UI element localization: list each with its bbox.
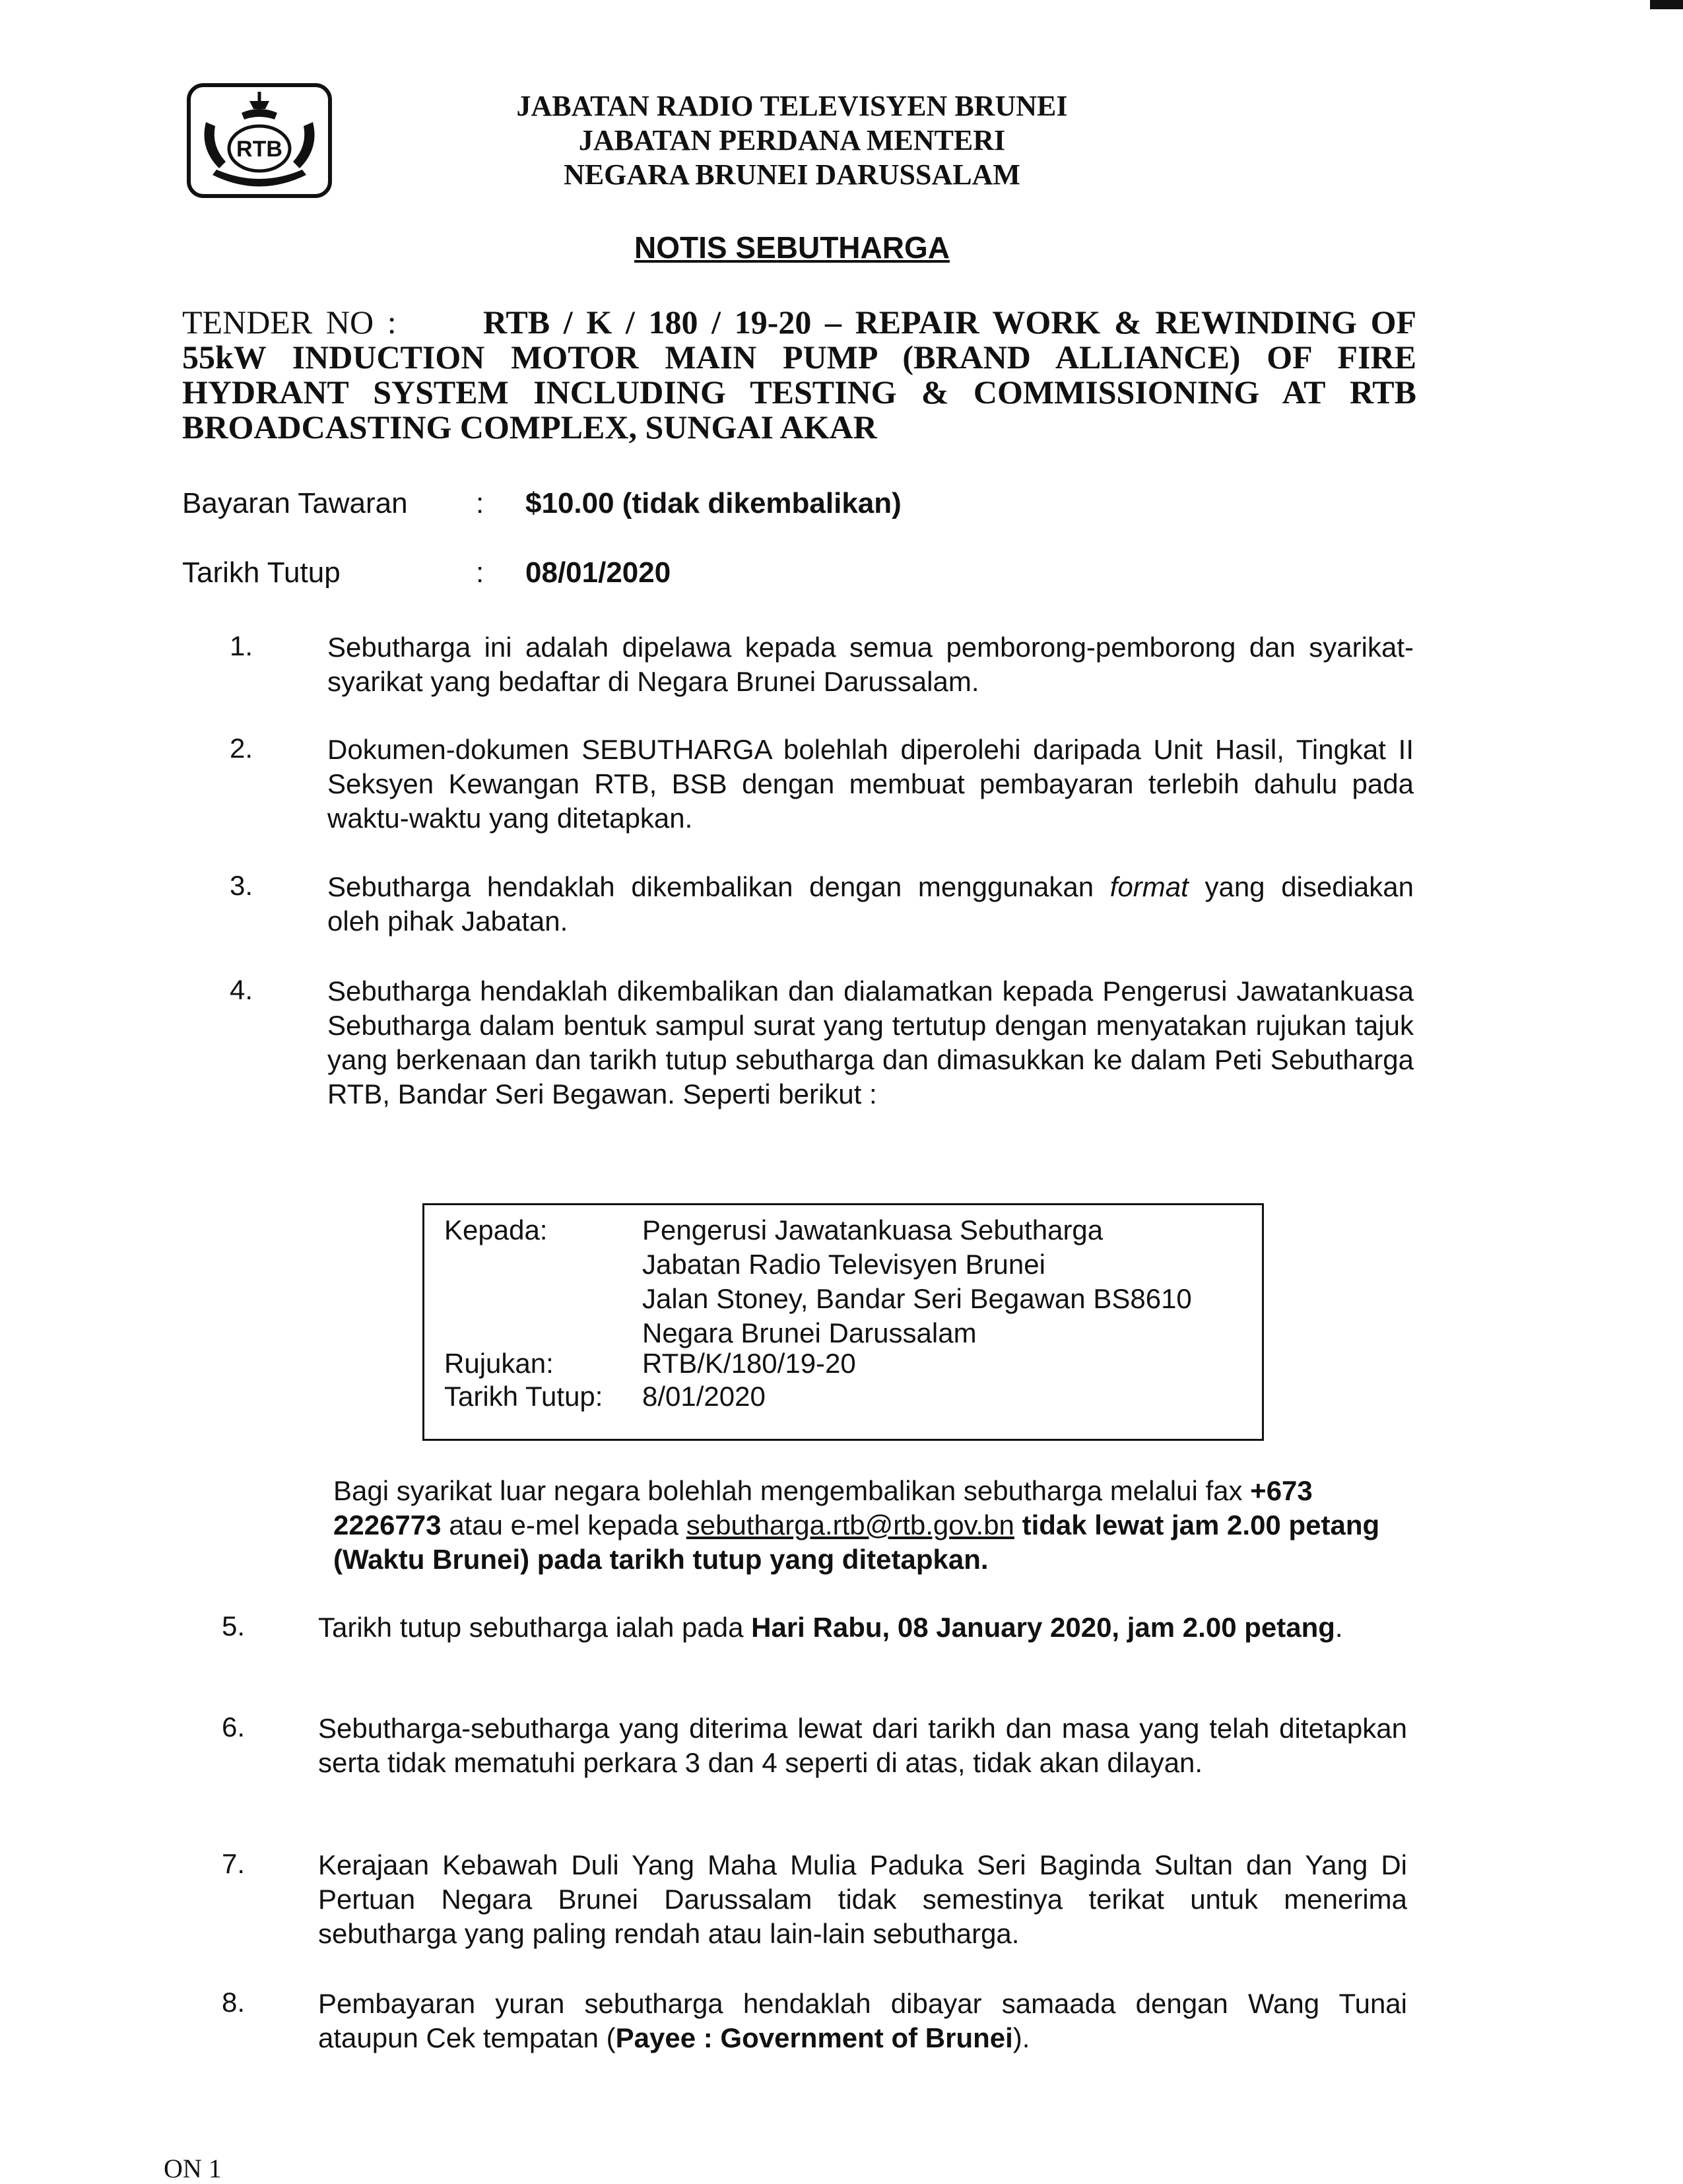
meta-value: 08/01/2020 <box>525 556 671 589</box>
para-8-number: 8. <box>222 1987 246 2018</box>
para-2-number: 2. <box>230 733 253 764</box>
box-to-line-1: Pengerusi Jawatankuasa Sebutharga <box>642 1214 1104 1245</box>
para-4-text: Sebutharga hendaklah dikembalikan dan dialamatkan kepada Pengerusi Jawatankuasa Sebutharga dalam bentuk sampul surat yang tertutup dengan menyatakan rujukan tajuk yang berkenaan dan tarikh tutup sebutharga dan dimasukkan ke dalam Peti Sebutharga RTB, Bandar Seri Begawan. Seperti berikut : <box>327 976 1414 1109</box>
para-1-text: Sebutharga ini adalah dipelawa kepada semua pemborong-pemborong dan syarikat-syarikat yang bedaftar di Negara Brunei Darussalam. <box>327 632 1414 697</box>
scan-edge-mark <box>1650 0 1683 9</box>
para-5-text-a: Tarikh tutup sebutharga ialah pada <box>318 1612 744 1643</box>
notice-title: NOTIS SEBUTHARGA <box>634 230 950 265</box>
svg-text:RTB: RTB <box>236 137 282 162</box>
para-2-text: Dokumen-dokumen SEBUTHARGA bolehlah diperolehi daripada Unit Hasil, Tingkat II Seksyen Kewangan RTB, BSB dengan membuat pembayaran terlebih dahulu pada waktu-waktu yang ditetapkan. <box>327 734 1414 834</box>
para-7-number: 7. <box>222 1848 246 1879</box>
foreign-text-b: atau e-mel kepada <box>449 1509 679 1540</box>
meta-colon: : <box>476 487 484 519</box>
meta-row-closing <box>182 556 974 596</box>
box-to-line-2: Jabatan Radio Televisyen Brunei <box>642 1249 1045 1280</box>
para-8-bold: Payee : Government of Brunei <box>615 2022 1013 2053</box>
rtb-crest-logo <box>186 83 333 199</box>
box-to-line-4: Negara Brunei Darussalam <box>642 1317 977 1348</box>
address-box <box>422 1203 1264 1441</box>
para-8-text <box>318 1987 1407 2055</box>
foreign-text-a: Bagi syarikat luar negara bolehlah mengembalikan sebutharga melalui fax <box>333 1475 1243 1506</box>
para-1-number: 1. <box>230 630 253 661</box>
header-line-3: NEGARA BRUNEI DARUSSALAM <box>564 158 1020 191</box>
para-6-number: 6. <box>222 1711 246 1742</box>
meta-value: $10.00 (tidak dikembalikan) <box>525 487 902 519</box>
foreign-fax: +673 2226773 <box>333 1475 1313 1540</box>
box-to-label: Kepada: <box>444 1214 548 1245</box>
footer-mark: ON 1 <box>164 2154 222 2183</box>
para-8-text-b: ). <box>1012 2022 1030 2053</box>
box-to-line-3: Jalan Stoney, Bandar Seri Begawan BS8610 <box>642 1283 1192 1314</box>
tender-line-1 <box>182 305 1416 340</box>
meta-row-payment <box>182 487 974 527</box>
para-3-number: 3. <box>230 870 253 901</box>
para-7-text: Kerajaan Kebawah Duli Yang Maha Mulia Paduka Seri Baginda Sultan dan Yang Di Pertuan Negara Brunei Darussalam tidak semestinya terikat untuk menerima sebutharga yang paling rendah atau lain-lain sebutharga. <box>318 1849 1407 1949</box>
para-3-text-b: yang disediakan oleh pihak Jabatan. <box>327 871 1414 937</box>
para-5-number: 5. <box>222 1610 246 1641</box>
tender-text-1: RTB / K / 180 / 19-20 – REPAIR WORK & REWINDING OF <box>483 304 1417 341</box>
tender-line-3: HYDRANT SYSTEM INCLUDING TESTING & COMMISSIONING AT RTB <box>182 374 1416 411</box>
para-4-number: 4. <box>230 974 253 1005</box>
foreign-email-link[interactable]: sebutharga.rtb@rtb.gov.bn <box>686 1509 1014 1540</box>
foreign-text-c: tidak lewat jam 2.00 petang (Waktu Brunei) pada tarikh tutup yang ditetapkan. <box>333 1509 1380 1575</box>
para-3-italic: format <box>1109 871 1189 902</box>
box-ref-value: RTB/K/180/19-20 <box>642 1348 856 1379</box>
header-line-2: JABATAN PERDANA MENTERI <box>578 124 1006 156</box>
meta-key: Bayaran Tawaran <box>182 487 408 519</box>
box-close-label: Tarikh Tutup: <box>444 1381 603 1412</box>
para-6-text: Sebutharga-sebutharga yang diterima lewat dari tarikh dan masa yang telah ditetapkan serta tidak mematuhi perkara 3 dan 4 seperti di atas, tidak akan dilayan. <box>318 1713 1407 1778</box>
para-5-bold: Hari Rabu, 08 January 2020, jam 2.00 petang <box>751 1612 1335 1643</box>
meta-colon: : <box>476 556 484 589</box>
para-8-text-a: Pembayaran yuran sebutharga hendaklah dibayar samaada dengan Wang Tunai ataupun Cek tempatan ( <box>318 1988 1407 2053</box>
para-5-text <box>318 1610 1407 1645</box>
tender-label: TENDER NO : <box>182 304 397 341</box>
para-5-text-b: . <box>1335 1612 1343 1643</box>
foreign-companies-note <box>333 1474 1396 1577</box>
meta-key: Tarikh Tutup <box>182 556 341 589</box>
box-ref-label: Rujukan: <box>444 1348 554 1379</box>
tender-line-4: BROADCASTING COMPLEX, SUNGAI AKAR <box>182 409 877 446</box>
box-close-value: 8/01/2020 <box>642 1381 766 1412</box>
para-3-text-a: Sebutharga hendaklah dikembalikan dengan menggunakan <box>327 871 1094 902</box>
header-line-1: JABATAN RADIO TELEVISYEN BRUNEI <box>516 90 1068 122</box>
tender-line-2: 55kW INDUCTION MOTOR MAIN PUMP (BRAND ALLIANCE) OF FIRE <box>182 339 1416 376</box>
para-3-text <box>327 870 1414 939</box>
